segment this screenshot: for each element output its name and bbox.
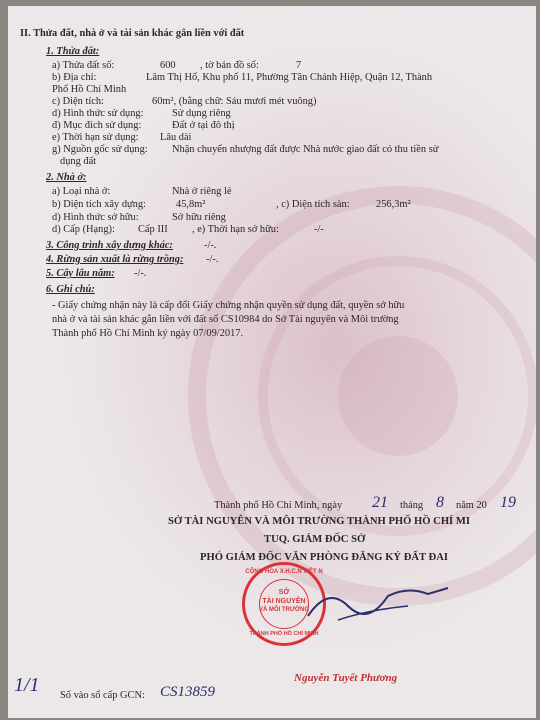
map-label: , tờ bản đồ số: — [200, 60, 259, 71]
date-year-label: năm 20 — [456, 500, 487, 511]
notes-heading: 6. Ghi chú: — [46, 284, 95, 295]
purpose-label: đ) Mục đích sử dụng: — [52, 120, 142, 131]
build-area-value: 45,8m² — [176, 199, 206, 210]
term-value: Lâu dài — [160, 132, 192, 143]
own-form-label: d) Hình thức sở hữu: — [52, 212, 139, 223]
date-year: 19 — [500, 494, 516, 511]
grade-label: d) Cấp (Hạng): — [52, 224, 115, 235]
use-form-label: d) Hình thức sử dụng: — [52, 108, 144, 119]
note-line-1: - Giấy chứng nhận này là cấp đổi Giấy chứng nhận quyền sử dụng đất, quyền sở hữu — [52, 300, 405, 311]
other-works-value: -/-. — [204, 240, 217, 251]
land-heading: 1. Thửa đất: — [46, 46, 100, 57]
seal-text-3: VÀ MÔI TRƯỜNG — [258, 607, 310, 613]
own-term-value: -/- — [314, 224, 324, 235]
registry-label: Số vào sổ cấp GCN: — [60, 690, 145, 701]
origin-value: Nhận chuyển nhượng đất được Nhà nước giao đất có thu tiền sử — [172, 144, 439, 155]
signer-name: Nguyễn Tuyết Phương — [294, 672, 398, 684]
seal-bottom-text: THÀNH PHỐ HỒ CHÍ MINH — [249, 631, 319, 637]
date-place: Thành phố Hồ Chí Minh, ngày — [214, 500, 343, 511]
address-continued: Phố Hồ Chí Minh — [52, 84, 127, 95]
area-label: c) Diện tích: — [52, 96, 104, 107]
floor-area-label: , c) Diện tích sàn: — [276, 199, 350, 210]
note-line-3: Thành phố Hồ Chí Minh ký ngày 07/09/2017. — [52, 328, 244, 339]
date-month: 8 — [436, 494, 444, 511]
perennial-heading: 5. Cây lâu năm: — [46, 268, 115, 279]
margin-handwritten-mark: 1/1 — [14, 674, 40, 696]
house-heading: 2. Nhà ở: — [46, 172, 87, 183]
registry-number: CS13859 — [160, 684, 216, 700]
watermark-center — [338, 336, 458, 456]
origin-label: g) Nguồn gốc sử dụng: — [52, 144, 148, 155]
map-number: 7 — [296, 60, 302, 71]
forest-value: -/-. — [206, 254, 219, 265]
other-works-heading: 3. Công trình xây dựng khác: — [46, 240, 173, 251]
seal-text-2: TÀI NGUYÊN — [262, 598, 306, 605]
term-label: e) Thời hạn sử dụng: — [52, 132, 139, 143]
signature-icon — [298, 576, 458, 636]
use-form-value: Sử dụng riêng — [172, 108, 231, 119]
address-label: b) Địa chỉ: — [52, 72, 97, 83]
own-term-label: , e) Thời hạn sở hữu: — [192, 224, 279, 235]
date-month-label: tháng — [400, 500, 424, 511]
house-type-label: a) Loại nhà ở: — [52, 186, 111, 197]
house-type-value: Nhà ở riêng lẻ — [172, 186, 232, 197]
own-form-value: Sở hữu riêng — [172, 212, 226, 223]
section-title: II. Thửa đất, nhà ở và tài sản khác gắn liền với đất — [20, 28, 245, 39]
certificate-page — [8, 6, 536, 718]
signing-authority: TUQ. GIÁM ĐỐC SỞ — [264, 534, 366, 545]
parcel-number: 600 — [160, 60, 176, 71]
signing-agency: SỞ TÀI NGUYÊN VÀ MÔI TRƯỜNG THÀNH PHỐ HỒ CHÍ MI — [168, 516, 470, 527]
parcel-label: a) Thửa đất số: — [52, 60, 115, 71]
purpose-value: Đất ở tại đô thị — [172, 120, 235, 131]
forest-heading: 4. Rừng sản xuất là rừng trồng: — [46, 254, 184, 265]
build-area-label: b) Diện tích xây dựng: — [52, 199, 146, 210]
floor-area-value: 256,3m² — [376, 199, 411, 210]
note-line-2: nhà ở và tài sản khác gắn liền với đất số CS10984 do Sở Tài nguyên và Môi trường — [52, 314, 399, 325]
seal-text-1: SỞ — [278, 589, 290, 596]
origin-continued: dụng đất — [60, 156, 97, 167]
grade-value: Cấp III — [138, 224, 168, 235]
perennial-value: -/-. — [134, 268, 147, 279]
address-value: Lâm Thị Hố, Khu phố 11, Phường Tân Chánh Hiệp, Quận 12, Thành — [146, 72, 433, 83]
area-value: 60m², (bằng chữ: Sáu mươi mét vuông) — [152, 96, 317, 107]
seal-top-text: CỘNG HÒA X.H.C.N VIỆT N — [245, 569, 323, 575]
date-day: 21 — [372, 494, 388, 511]
signing-title: PHÓ GIÁM ĐỐC VĂN PHÒNG ĐĂNG KÝ ĐẤT ĐAI — [200, 552, 448, 563]
